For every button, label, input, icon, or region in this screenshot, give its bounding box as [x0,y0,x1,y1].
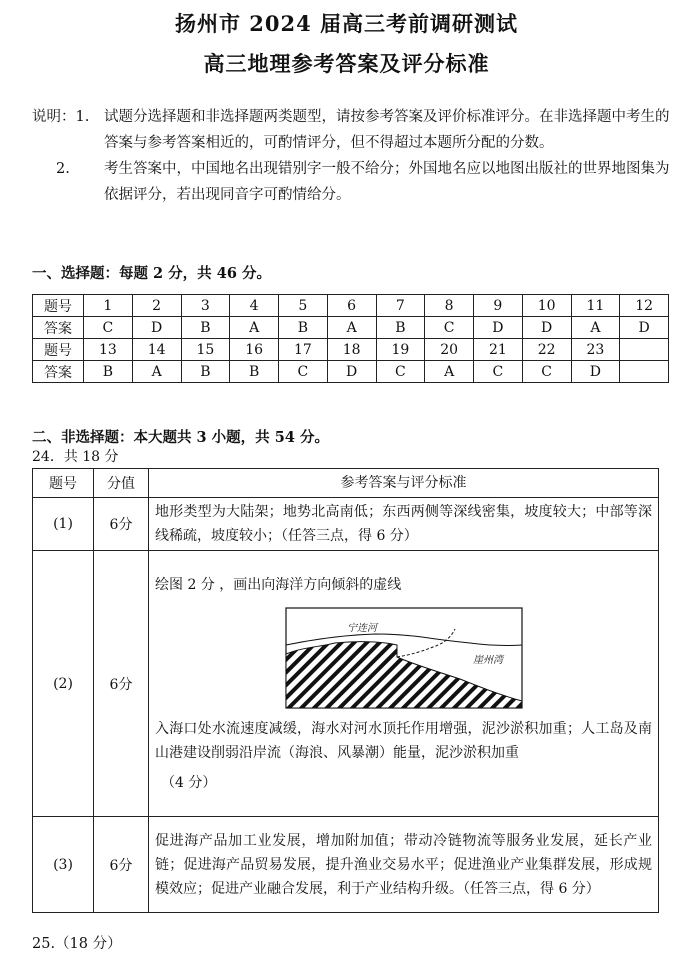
row-answer-cell [149,551,659,817]
answer-cell: A [132,361,181,383]
question-number: 6 [327,295,376,317]
table-row [33,295,669,317]
row-number: (2) [33,551,94,817]
row-number: (1) [33,498,94,551]
answer-cell: D [327,361,376,383]
points-note: （4 分） [161,774,217,791]
table-header-row [33,469,659,498]
table-row [33,817,659,913]
question-number: 19 [376,339,425,361]
answer-cell: B [279,317,328,339]
question-number: 16 [230,339,279,361]
question-number: 13 [84,339,133,361]
row-score: 6分 [94,551,149,817]
question-number: 7 [376,295,425,317]
instruction-2-number: 2. [56,161,70,177]
row-score: 6分 [94,817,149,913]
header-answer-criteria: 参考答案与评分标准 [149,469,659,498]
explanation-text: 入海口处水流速度减缓，海水对河水顶托作用增强，泥沙淤积加重；人工岛及南山港建设削弱沿岸流（海浪、风暴潮）能量，泥沙淤积加重 [155,720,652,761]
question-number: 15 [181,339,230,361]
table-row [33,498,659,551]
answer-cell: A [571,317,620,339]
table-row [33,317,669,339]
instruction-lead: 说明：1. [32,109,90,125]
question-number: 22 [522,339,571,361]
answer-cell: D [522,317,571,339]
question-number: 3 [181,295,230,317]
question-24-title: 24．共 18 分 [32,449,119,465]
answer-cell: C [279,361,328,383]
row-number: (3) [33,817,94,913]
table-row [33,361,669,383]
header-score: 分值 [94,469,149,498]
answer-cell: D [474,317,523,339]
river-label: 宁连河 [347,622,377,634]
answer-cell: B [230,361,279,383]
answer-cell [620,361,669,383]
instruction-2 [32,156,672,208]
question-number: 14 [132,339,181,361]
drawing-instruction: 绘图 2 分 ，画出向海洋方向倾斜的虚线 [155,576,402,593]
instruction-1 [32,104,672,156]
question-number: 12 [620,295,669,317]
estuary-sketch [285,607,523,709]
table-row [33,339,669,361]
answer-cell: D [132,317,181,339]
question-number: 4 [230,295,279,317]
row-label-answer: 答案 [33,361,84,383]
row-label-answer: 答案 [33,317,84,339]
multiple-choice-answer-table [32,294,669,383]
instructions [32,104,672,208]
bay-label: 崖州湾 [473,654,503,666]
question-number: 2 [132,295,181,317]
question-number: 11 [571,295,620,317]
question-number: 21 [474,339,523,361]
answer-cell: C [522,361,571,383]
answer-cell: C [474,361,523,383]
question-number: 10 [522,295,571,317]
answer-cell: B [181,361,230,383]
question-number: 17 [279,339,328,361]
row-score: 6分 [94,498,149,551]
question-24-answer-table [32,468,659,913]
answer-cell: D [620,317,669,339]
question-number: 20 [425,339,474,361]
answer-cell: C [376,361,425,383]
answer-cell: C [425,317,474,339]
question-number: 5 [279,295,328,317]
header-question-number: 题号 [33,469,94,498]
question-number: 23 [571,339,620,361]
question-number: 8 [425,295,474,317]
answer-cell: A [230,317,279,339]
section-2-heading: 二、非选择题：本大题共 3 小题，共 54 分。 [32,429,329,446]
answer-cell: B [181,317,230,339]
estuary-sketch-figure [285,607,523,709]
table-row [33,551,659,817]
answer-cell: B [376,317,425,339]
row-label-question: 题号 [33,295,84,317]
instruction-2-text: 考生答案中，中国地名出现错别字一般不给分；外国地名应以地图出版社的世界地图集为依据评分，若出现同音字可酌情给分。 [104,161,670,203]
row-answer-text: 地形类型为大陆架；地势北高南低；东西两侧等深线密集，坡度较大；中部等深线稀疏，坡度较小；（任答三点，得 6 分） [149,498,659,551]
answer-cell: A [327,317,376,339]
question-number [620,339,669,361]
section-1-heading: 一、选择题：每题 2 分，共 46 分。 [32,265,271,282]
question-number: 18 [327,339,376,361]
question-number: 1 [84,295,133,317]
question-number: 9 [474,295,523,317]
row-answer-text: 促进海产品加工业发展，增加附加值；带动冷链物流等服务业发展，延长产业链；促进海产品贸易发展，提升渔业交易水平；促进渔业产业集群发展，形成规模效应；促进产业融合发展，利于产业结构升级。（任答三点，得 6 分） [149,817,659,913]
answer-cell: A [425,361,474,383]
instruction-1-text: 试题分选择题和非选择题两类题型，请按参考答案及评价标准评分。在非选择题中考生的答案与参考答案相近的，可酌情评分，但不得超过本题所分配的分数。 [104,109,670,151]
row-label-question: 题号 [33,339,84,361]
answer-cell: B [84,361,133,383]
answer-cell: C [84,317,133,339]
answer-cell: D [571,361,620,383]
question-25-title: 25.（18 分） [32,936,122,952]
document-title: 扬州市 2024 届高三考前调研测试 [174,11,519,36]
document-subtitle: 高三地理参考答案及评分标准 [203,51,490,76]
